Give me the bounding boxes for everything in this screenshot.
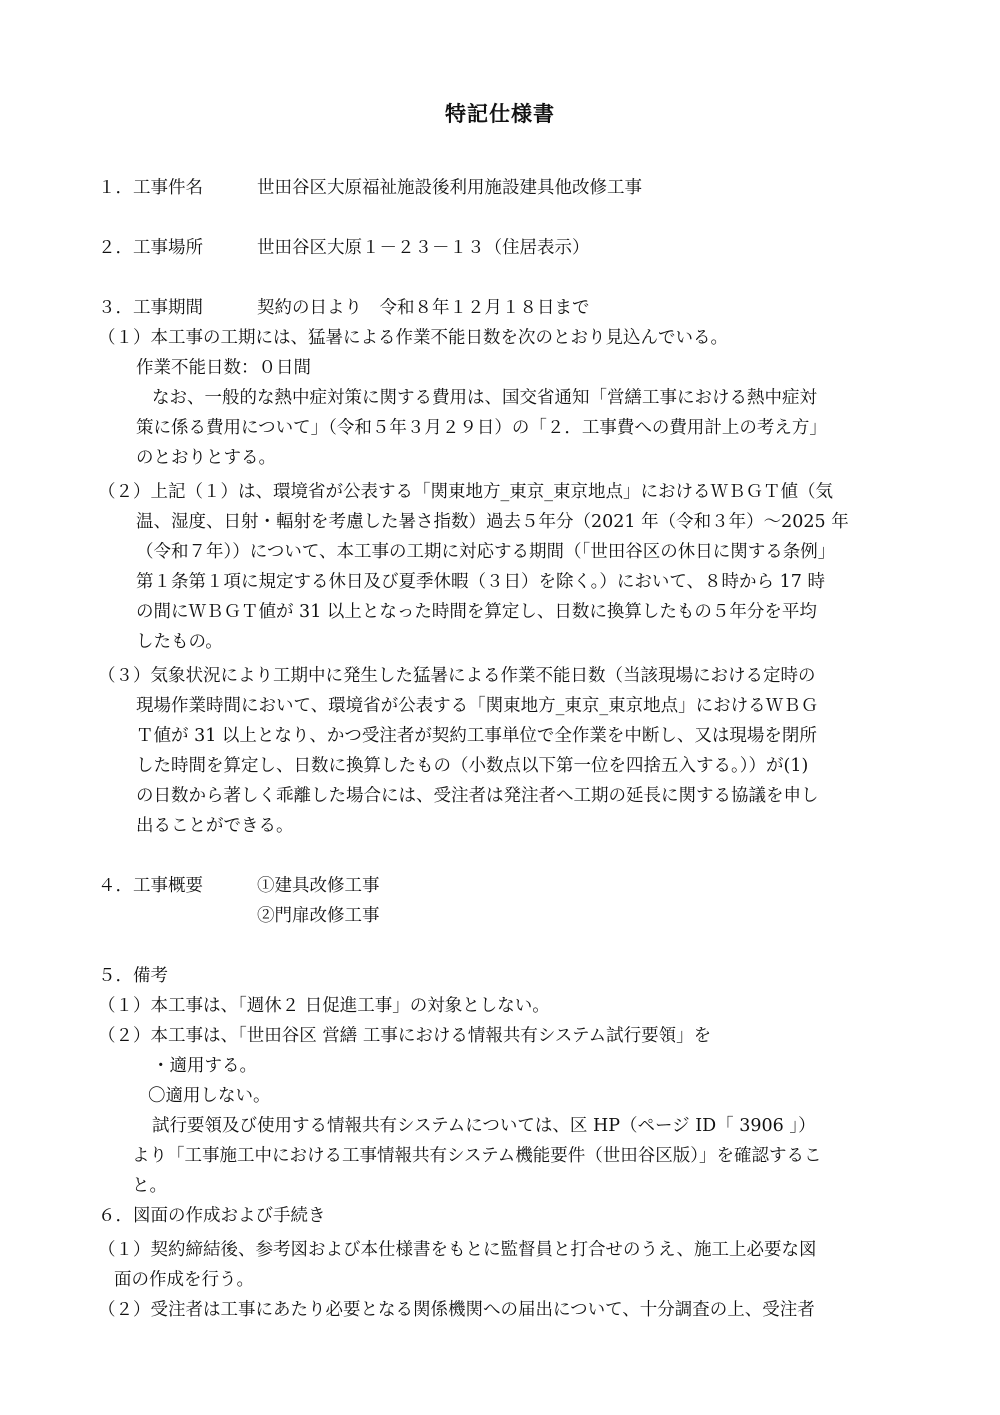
section-4-heading: ４．工事概要 (98, 876, 203, 896)
project-location: 世田谷区大原１－２３－１３（住居表示） (257, 238, 590, 258)
section-1-heading: １．工事件名 (98, 178, 203, 198)
option-not-apply: 〇適用しない。 (148, 1086, 271, 1106)
text-line: （２）受注者は工事にあたり必要となる関係機関への届出について、十分調査の上、受注者 (98, 1300, 815, 1320)
text-line: 作業不能日数：０日間 (136, 358, 311, 378)
section-6-heading: ６．図面の作成および手続き (98, 1206, 326, 1226)
text-line: 試行要領及び使用する情報共有システムについては、区 HP（ページ ID「 3906 」） (152, 1116, 816, 1136)
project-name: 世田谷区大原福祉施設後利用施設建具他改修工事 (257, 178, 642, 198)
section-2-heading: ２．工事場所 (98, 238, 203, 258)
text-line: （１）本工事は、「週休２ 日促進工事」の対象としない。 (98, 996, 550, 1016)
text-line: より「工事施工中における工事情報共有システム機能要件（世田谷区版）」を確認するこ (132, 1146, 822, 1166)
text-line: の日数から著しく乖離した場合には、受注者は発注者へ工期の延長に関する協議を申し (136, 786, 819, 806)
text-line: （１）本工事の工期には、猛暑による作業不能日数を次のとおり見込んでいる。 (98, 328, 728, 348)
text-line: Ｔ値が 31 以上となり、かつ受注者が契約工事単位で全作業を中断し、又は現場を閉所 (136, 726, 817, 746)
text-line: 現場作業時間において、環境省が公表する「関東地方_東京_東京地点」におけるＷＢＧ (136, 696, 819, 716)
text-line: のとおりとする。 (136, 448, 276, 468)
overview-item-2: ②門扉改修工事 (257, 906, 380, 926)
text-line: （２）上記（１）は、環境省が公表する「関東地方_東京_東京地点」におけるＷＢＧＴ値（気 (98, 482, 833, 502)
section-3-heading: ３．工事期間 (98, 298, 203, 318)
text-line: と。 (132, 1176, 167, 1196)
text-line: （３）気象状況により工期中に発生した猛暑による作業不能日数（当該現場における定時の (98, 666, 816, 686)
project-period: 契約の日より 令和８年１２月１８日まで (257, 298, 590, 318)
document-title: 特記仕様書 (445, 102, 555, 126)
text-line: の間にＷＢＧＴ値が 31 以上となった時間を算定し、日数に換算したもの５年分を平均 (136, 602, 817, 622)
text-line: なお、一般的な熱中症対策に関する費用は、国交省通知「営繕工事における熱中症対 (152, 388, 817, 408)
overview-item-1: ①建具改修工事 (257, 876, 380, 896)
text-line: 第１条第１項に規定する休日及び夏季休暇（３日）を除く。）において、８時から 17 時 (136, 572, 825, 592)
text-line: （令和７年））について、本工事の工期に対応する期間（「世田谷区の休日に関する条例」 (136, 542, 836, 562)
text-line: （２）本工事は、「世田谷区 営繕 工事における情報共有システム試行要領」を (98, 1026, 712, 1046)
text-line: 面の作成を行う。 (114, 1270, 254, 1290)
option-apply: ・適用する。 (152, 1056, 257, 1076)
text-line: 策に係る費用について」（令和５年３月２９日）の「２．工事費への費用計上の考え方」 (136, 418, 827, 438)
text-line: （１）契約締結後、参考図および本仕様書をもとに監督員と打合せのうえ、施工上必要な図 (98, 1240, 817, 1260)
text-line: したもの。 (136, 632, 223, 652)
text-line: 出ることができる。 (136, 816, 294, 836)
section-5-heading: ５．備考 (98, 966, 168, 986)
text-line: 温、湿度、日射・輻射を考慮した暑さ指数）過去５年分（2021 年（令和３年）～2025 年 (136, 512, 849, 532)
text-line: した時間を算定し、日数に換算したもの（小数点以下第一位を四捨五入する。））が(1) (136, 756, 809, 776)
